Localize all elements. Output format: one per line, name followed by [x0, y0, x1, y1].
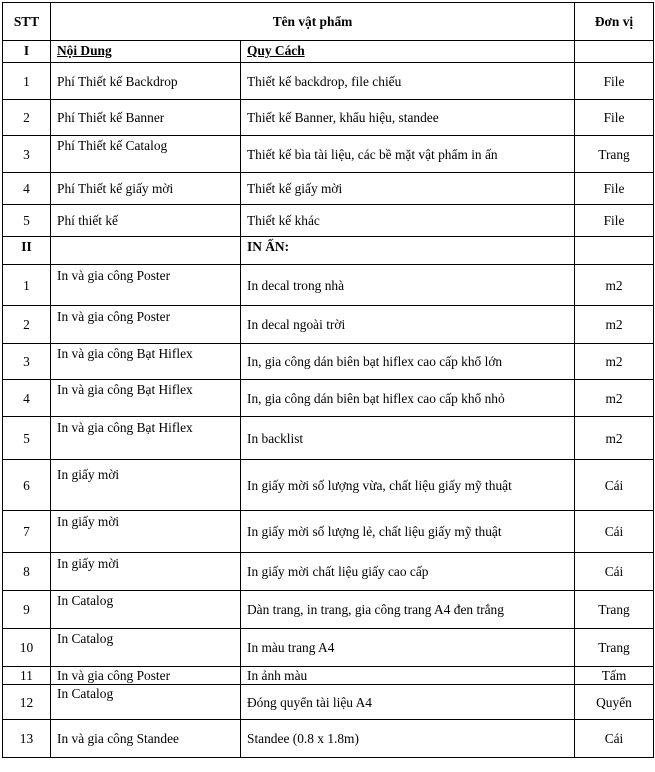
row-spec: In, gia công dán biên bạt hiflex cao cấp khổ nhỏ — [241, 380, 575, 417]
row-stt: 8 — [3, 553, 51, 591]
table-row — [3, 306, 654, 344]
row-unit: Trang — [575, 629, 654, 667]
row-desc: In và gia công Bạt Hiflex — [51, 417, 241, 460]
row-stt: 3 — [3, 344, 51, 380]
section-col2: Quy Cách — [241, 41, 575, 63]
table-row — [3, 553, 654, 591]
row-spec: In giấy mời số lượng vừa, chất liệu giấy mỹ thuật — [241, 460, 575, 511]
row-spec: In decal trong nhà — [241, 265, 575, 306]
row-desc: In Catalog — [51, 685, 241, 720]
section-col1 — [51, 237, 241, 265]
row-stt: 5 — [3, 205, 51, 237]
row-spec: In giấy mời chất liệu giấy cao cấp — [241, 553, 575, 591]
row-unit: Tấm — [575, 667, 654, 685]
row-spec: Đóng quyển tài liệu A4 — [241, 685, 575, 720]
row-unit: Quyển — [575, 685, 654, 720]
row-stt: 13 — [3, 720, 51, 758]
row-unit: File — [575, 100, 654, 136]
row-spec: In giấy mời số lượng lẻ, chất liệu giấy mỹ thuật — [241, 511, 575, 553]
row-stt: 4 — [3, 380, 51, 417]
section-col1: Nội Dung — [51, 41, 241, 63]
row-unit: Cái — [575, 460, 654, 511]
header-stt: STT — [3, 3, 51, 41]
price-table — [2, 2, 654, 758]
section-index: I — [3, 41, 51, 63]
section-row-2 — [3, 237, 654, 265]
table-row — [3, 685, 654, 720]
header-unit: Đơn vị — [575, 3, 654, 41]
row-stt: 1 — [3, 265, 51, 306]
row-unit: Trang — [575, 136, 654, 173]
row-spec: In, gia công dán biên bạt hiflex cao cấp khổ lớn — [241, 344, 575, 380]
row-spec: In màu trang A4 — [241, 629, 575, 667]
row-stt: 9 — [3, 591, 51, 629]
row-unit: Trang — [575, 591, 654, 629]
table-row — [3, 265, 654, 306]
row-stt: 12 — [3, 685, 51, 720]
table-row — [3, 417, 654, 460]
row-stt: 1 — [3, 63, 51, 100]
table-row — [3, 629, 654, 667]
row-desc: Phí Thiết kế Backdrop — [51, 63, 241, 100]
header-row — [3, 3, 654, 41]
row-stt: 11 — [3, 667, 51, 685]
row-stt: 7 — [3, 511, 51, 553]
row-desc: In giấy mời — [51, 553, 241, 591]
row-stt: 6 — [3, 460, 51, 511]
table-row — [3, 720, 654, 758]
row-spec: Thiết kế bìa tài liệu, các bề mặt vật phẩm in ấn — [241, 136, 575, 173]
table-row — [3, 511, 654, 553]
section-unit-empty — [575, 237, 654, 265]
row-desc: In và gia công Poster — [51, 667, 241, 685]
row-stt: 4 — [3, 173, 51, 205]
row-desc: In và gia công Poster — [51, 306, 241, 344]
row-desc: Phí Thiết kế giấy mời — [51, 173, 241, 205]
row-desc: In giấy mời — [51, 460, 241, 511]
section-unit-empty — [575, 41, 654, 63]
row-desc: In và gia công Bạt Hiflex — [51, 380, 241, 417]
row-unit: File — [575, 205, 654, 237]
row-unit: m2 — [575, 306, 654, 344]
table-row — [3, 173, 654, 205]
row-stt: 10 — [3, 629, 51, 667]
header-item: Tên vật phẩm — [51, 3, 575, 41]
row-unit: Cái — [575, 720, 654, 758]
row-stt: 5 — [3, 417, 51, 460]
row-unit: File — [575, 63, 654, 100]
row-unit: File — [575, 173, 654, 205]
table-row — [3, 205, 654, 237]
table-row — [3, 136, 654, 173]
section-row-1 — [3, 41, 654, 63]
row-desc: In và gia công Bạt Hiflex — [51, 344, 241, 380]
section-index: II — [3, 237, 51, 265]
table-row — [3, 460, 654, 511]
section-col2: IN ẤN: — [241, 237, 575, 265]
row-desc: In Catalog — [51, 591, 241, 629]
row-spec: In decal ngoài trời — [241, 306, 575, 344]
row-spec: Standee (0.8 x 1.8m) — [241, 720, 575, 758]
row-desc: Phí Thiết kế Banner — [51, 100, 241, 136]
row-unit: Cái — [575, 553, 654, 591]
row-spec: Dàn trang, in trang, gia công trang A4 đen trắng — [241, 591, 575, 629]
row-unit: m2 — [575, 344, 654, 380]
row-stt: 2 — [3, 306, 51, 344]
row-stt: 3 — [3, 136, 51, 173]
row-unit: m2 — [575, 265, 654, 306]
row-spec: In backlist — [241, 417, 575, 460]
row-spec: Thiết kế khác — [241, 205, 575, 237]
table-row — [3, 591, 654, 629]
row-desc: In và gia công Poster — [51, 265, 241, 306]
row-unit: m2 — [575, 380, 654, 417]
row-spec: Thiết kế giấy mời — [241, 173, 575, 205]
row-stt: 2 — [3, 100, 51, 136]
row-desc: Phí thiết kế — [51, 205, 241, 237]
row-desc: Phí Thiết kế Catalog — [51, 136, 241, 173]
table-row — [3, 667, 654, 685]
table-row — [3, 344, 654, 380]
row-unit: m2 — [575, 417, 654, 460]
row-unit: Cái — [575, 511, 654, 553]
row-desc: In và gia công Standee — [51, 720, 241, 758]
table-row — [3, 100, 654, 136]
row-spec: Thiết kế Banner, khẩu hiệu, standee — [241, 100, 575, 136]
row-spec: Thiết kế backdrop, file chiếu — [241, 63, 575, 100]
row-spec: In ảnh màu — [241, 667, 575, 685]
table-row — [3, 380, 654, 417]
table-row — [3, 63, 654, 100]
row-desc: In Catalog — [51, 629, 241, 667]
row-desc: In giấy mời — [51, 511, 241, 553]
